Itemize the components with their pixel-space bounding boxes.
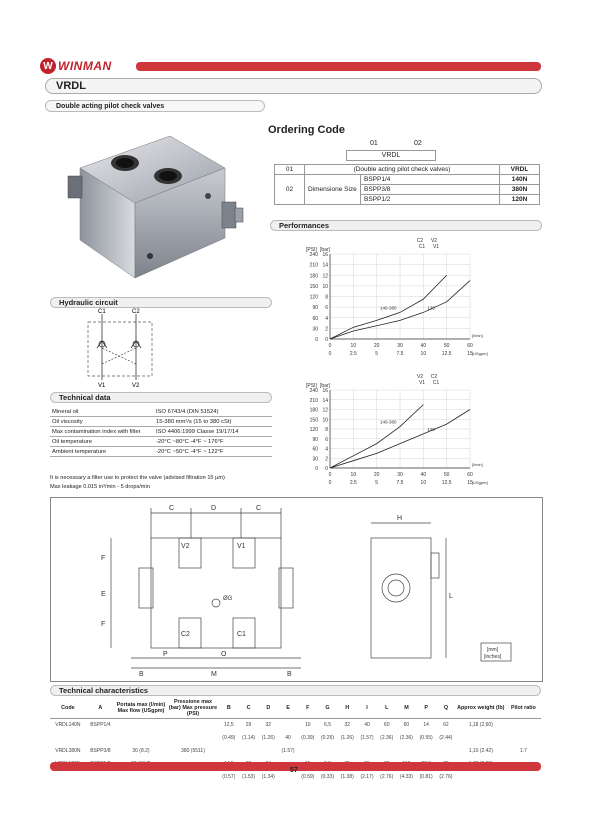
tc-cell [278,719,298,732]
tc-cell: (0.55) [419,735,433,741]
y-tick-bar: 0 [325,466,328,472]
logo-mark: W [40,58,56,74]
x-tick-gpm: 15 [467,351,473,357]
tc-cell: (1.26) [261,735,275,741]
dim-label: L [449,593,453,600]
valve-illustration [50,118,250,288]
y-tick-bar: 8 [325,294,328,301]
x-tick-gpm: 15 [467,480,473,486]
x-unit-gpm: [USgpm] [472,351,488,356]
tc-cell [86,771,115,784]
tc-header-cell: F [298,698,318,719]
logo-text: WINMAN [58,59,112,73]
tech-value: -20°C ~80°C -4°F ~ 176°F [154,436,272,446]
tc-cell: VRDL380N [55,748,81,754]
tech-label: Ambient temperature [50,446,154,456]
x-tick-lpm: 0 [328,343,332,349]
tc-cell: 29 [245,722,252,729]
tc-cell [377,745,397,758]
y-tick-bar: 12 [322,273,328,280]
series-label: 140-380 [380,305,397,311]
y-tick-psi: 60 [312,315,318,322]
tech-label: Max contamination index with filter [50,426,154,436]
x-tick-lpm: 60 [467,472,473,478]
y-tick-bar: 0 [325,337,328,343]
performance-chart-1 [300,232,510,367]
tc-cell: 14 [423,722,429,729]
leakage-note: Max leakage 0.015 in³/min - 5 drops/min [50,484,150,490]
tc-header-cell: D [258,698,278,719]
tc-header-cell: Code [50,698,86,719]
tc-cell [167,719,219,732]
tech-label: Oil temperature [50,436,154,446]
x-tick-gpm: 0 [328,351,332,357]
tc-cell: (2.36) [380,735,394,741]
ordering-option: BSPP1/4 [361,175,500,185]
y-tick-bar: 14 [322,262,328,269]
tc-cell: 60 [383,722,390,729]
units-mm: [mm] [487,647,499,653]
tc-cell: (0.26) [320,735,335,741]
dim-label: C [169,505,175,512]
ordering-col-02: 02 [414,140,422,147]
y-tick-psi: 0 [315,337,318,343]
x-tick-gpm: 5 [375,351,379,357]
y-tick-psi: 240 [309,252,318,258]
tc-cell: (0.33) [320,774,335,780]
tc-cell: 32 [344,722,351,729]
ordering-code-box [346,150,436,161]
performances-title: Performances [270,220,542,231]
ordering-value: VRDL [500,165,540,175]
x-tick-gpm: 12.5 [441,351,452,357]
x-tick-lpm: 50 [443,472,450,478]
ordering-option-value: 120N [500,195,540,205]
y-tick-psi: 120 [309,427,318,433]
dim-label: B [139,671,144,678]
ordering-option: BSPP1/2 [361,195,500,205]
page-title: VRDL [56,80,86,92]
x-tick-lpm: 30 [397,472,403,478]
x-tick-gpm: 12.5 [441,480,452,486]
ordering-option: BSPP3/8 [361,185,500,195]
y-tick-psi: 30 [312,456,318,463]
top-accent-bar [136,62,541,71]
tc-cell [86,732,115,745]
y-tick-bar: 16 [322,388,328,394]
tc-cell: 1,18 (2,60) [468,722,493,729]
units-inches: [inches] [484,654,502,660]
tc-header-cell: P [416,698,436,719]
x-unit-lpm: [l/min] [472,333,483,338]
y-tick-bar: 16 [322,252,328,258]
dim-label: F [101,555,106,562]
x-tick-gpm: 10 [420,480,427,486]
tc-cell: 32 [265,722,272,729]
tc-cell [115,771,167,784]
tc-cell: BSPP3/8 [90,748,111,754]
tc-cell [456,771,506,784]
dim-label: F [101,621,106,628]
x-tick-lpm: 20 [373,472,380,478]
series-label: 140-380 [380,419,397,425]
tc-cell [506,732,541,745]
port-label: V1 [237,543,246,550]
ordering-size-label: Dimensione Size [305,175,361,205]
y-tick-psi: 30 [312,326,318,333]
y-tick-bar: 10 [322,417,328,424]
port-label: C1 [432,380,440,386]
y-tick-psi: 180 [309,407,318,414]
tc-cell: (1.57) [360,735,374,741]
schematic-border [88,322,152,376]
technical-characteristics-title: Technical characteristics [50,685,541,696]
tc-cell [397,745,417,758]
dim-label: B [287,671,292,678]
tc-cell [115,719,167,732]
port-label-c1: C1 [98,309,106,315]
page-number: 57 [290,767,298,774]
y-tick-bar: 6 [325,305,328,312]
technical-data-title: Technical data [50,392,272,403]
x-tick-gpm: 5 [375,480,379,486]
ordering-option-value: 140N [500,175,540,185]
tc-cell: 30 (8.2) [132,748,150,754]
x-tick-gpm: 0 [328,480,332,486]
y-tick-bar: 14 [322,397,328,404]
tech-value: ISO 6743/4 (DIN 51524) [154,406,272,416]
tc-cell [239,745,259,758]
tc-cell: 40 [285,735,291,741]
tc-cell [50,732,86,745]
tc-cell: (4.33) [399,774,413,780]
y-tick-bar: 6 [325,436,328,443]
technical-data-row [50,436,272,446]
y-tick-psi: 90 [312,436,318,443]
tc-cell [115,732,167,745]
dim-label: H [397,515,403,522]
technical-data-row [50,416,272,426]
tc-cell: (0.81) [419,774,433,780]
y-unit-psi: [PSI] [306,247,317,253]
x-tick-lpm: 20 [373,343,380,349]
tc-cell: 40 [364,722,370,729]
port-label: C1 [418,244,426,250]
tech-label: Mineral oil [50,406,154,416]
tc-cell: 6,5 [324,722,331,729]
tc-cell: (0.39) [301,735,315,741]
tc-cell: 380 (5511) [181,748,205,754]
tc-cell: (2.44) [439,735,453,741]
performance-chart-2 [300,368,510,496]
tc-header-cell: G [318,698,338,719]
y-tick-psi: 240 [309,388,318,394]
product-photo [50,118,250,288]
tc-cell: 10 [304,722,311,729]
dim-label: C [256,505,262,512]
y-tick-psi: 150 [309,283,318,290]
tc-header-cell: B [219,698,239,719]
hydraulic-schematic [80,308,160,388]
tc-cell [318,745,338,758]
y-unit-bar: [bar] [320,383,331,389]
tc-header-cell: Approx weight (lb) [456,698,506,719]
series-label: 120 [427,426,435,432]
x-tick-lpm: 50 [443,343,450,349]
y-tick-psi: 210 [309,397,318,404]
hole-label: ØG [223,596,233,602]
y-tick-psi: 180 [309,273,318,280]
x-tick-lpm: 60 [467,343,473,349]
tc-cell: BSPP1/4 [90,722,111,729]
x-tick-lpm: 40 [420,472,427,478]
y-tick-bar: 10 [322,283,328,290]
x-tick-lpm: 0 [328,472,332,478]
x-tick-gpm: 2.5 [349,351,357,357]
tc-header-cell: Pressione max (bar) Max pressure (PSI) [168,699,218,717]
tc-header-cell: C [239,698,259,719]
x-tick-lpm: 40 [420,343,427,349]
y-tick-bar: 12 [322,407,328,414]
hydraulic-circuit-title: Hydraulic circuit [50,297,272,308]
y-unit-bar: [bar] [320,247,331,253]
tech-value: ISO 4406:1999 Classe 19/17/14 [154,426,272,436]
x-tick-lpm: 10 [350,472,357,478]
y-tick-bar: 4 [325,315,328,322]
port-label: V1 [432,244,440,250]
ordering-table [274,164,540,205]
y-tick-bar: 8 [325,427,328,433]
ordering-option-value: 380N [500,185,540,195]
tc-cell: (2.76) [380,774,394,780]
tc-cell: 62 [443,722,449,729]
port-label: C2 [430,374,438,380]
ordering-num: 01 [275,165,305,175]
tc-cell: (1.34) [261,774,275,780]
x-tick-gpm: 10 [420,351,427,357]
tech-value: -20°C ~50°C -4°F ~ 122°F [154,446,272,456]
port-label: V2 [416,374,424,380]
x-tick-gpm: 7.5 [396,351,404,357]
tc-header-cell: I [357,698,377,719]
ordering-desc: (Double acting pilot check valves) [305,165,500,175]
tc-cell [506,771,541,784]
port-label: V2 [181,543,190,550]
y-tick-psi: 0 [315,466,318,472]
tc-cell [416,745,436,758]
port-label-v2: V2 [132,383,140,388]
tc-row [50,719,541,732]
tc-cell: 1:7 [519,748,527,754]
dim-label: E [101,591,106,598]
tc-header-cell: Pilot ratio [506,698,541,719]
tc-cell: 60 [403,722,410,729]
port-label: C2 [181,631,190,638]
port-label: V1 [418,380,426,386]
tc-header-row [50,698,541,719]
tc-cell: (1.38) [340,774,354,780]
tc-row [50,745,541,758]
series-label: 120 [427,305,435,311]
ordering-num: 02 [275,175,305,205]
y-unit-psi: [PSI] [306,383,317,389]
tc-cell: (1.14) [242,735,256,741]
x-unit-gpm: [USgpm] [472,480,488,485]
y-tick-bar: 2 [325,456,328,463]
y-tick-bar: 2 [325,326,328,333]
tech-value: 15-380 mm²/s (15 to 380 cSt) [154,416,272,426]
tc-cell: (2.17) [360,774,374,780]
y-tick-psi: 210 [309,262,318,269]
dim-label: M [211,671,217,678]
tc-header-cell: L [377,698,397,719]
drawing-svg [51,498,544,683]
port-label-v1: V1 [98,383,106,388]
x-tick-lpm: 30 [397,343,403,349]
technical-data-table [50,406,272,457]
dim-label: P [163,651,168,658]
port-label: C2 [416,238,424,244]
tc-cell: (0.57) [222,774,236,780]
y-tick-psi: 90 [312,305,318,312]
tc-cell: VRDL140N [55,722,81,729]
x-tick-gpm: 7.5 [396,480,404,486]
technical-data-row [50,406,272,416]
tc-cell [167,732,219,745]
tc-header-cell: A [86,698,115,719]
dimensional-drawing [50,497,543,682]
tc-cell: (0.59) [301,774,315,780]
tc-cell [506,719,541,732]
y-tick-bar: 4 [325,446,328,453]
ordering-col-01: 01 [370,140,378,147]
valve-outline-front [151,538,281,648]
tc-cell [50,771,86,784]
tc-row [50,732,541,745]
tc-header-cell: E [278,698,298,719]
port-label: V2 [430,238,438,244]
tc-cell [298,745,318,758]
tc-cell: (1.53) [242,774,256,780]
tc-cell: 12,5 [223,722,234,729]
ordering-code-title: Ordering Code [268,124,346,136]
dim-label: D [211,505,217,512]
tc-cell: (2.76) [439,774,453,780]
tc-cell [357,745,377,758]
tc-header-cell: H [337,698,357,719]
title-bar [45,78,542,94]
y-tick-psi: 120 [309,294,318,301]
technical-data-row [50,426,272,436]
filter-note: It is necessary a filter use to protect the valve (advised filtration 15 µm) [50,475,225,481]
tc-cell [337,745,357,758]
y-tick-psi: 60 [312,446,318,453]
y-tick-psi: 150 [309,417,318,424]
tc-cell: (1.57) [281,748,295,754]
page-subtitle: Double acting pilot check valves [45,100,265,112]
tc-cell [436,745,456,758]
tc-cell: 1,10 (2.42) [468,748,493,754]
tc-cell [456,732,506,745]
tc-cell [167,771,219,784]
port-label-c2: C2 [132,309,140,315]
tc-header-cell: Portata max (l/min) Max flow (USgpm) [115,698,167,719]
port-label: C1 [237,631,246,638]
dim-label: O [221,651,227,658]
tc-cell: (1.26) [340,735,354,741]
ordering-row [275,175,540,185]
ordering-code-value: VRDL [381,152,401,159]
tc-cell [258,745,278,758]
tech-label: Oil viscosity [50,416,154,426]
brand-logo [40,58,112,74]
tc-cell: (2.36) [399,735,413,741]
x-tick-lpm: 10 [350,343,357,349]
technical-data-row [50,446,272,456]
tc-header-cell: M [397,698,417,719]
x-unit-lpm: [l/min] [472,462,483,467]
tc-header-cell: Q [436,698,456,719]
valve-outline-side [371,538,431,658]
x-tick-gpm: 2.5 [349,480,357,486]
ordering-row [275,165,540,175]
tc-cell [219,745,239,758]
tc-cell: (0.49) [222,735,236,741]
